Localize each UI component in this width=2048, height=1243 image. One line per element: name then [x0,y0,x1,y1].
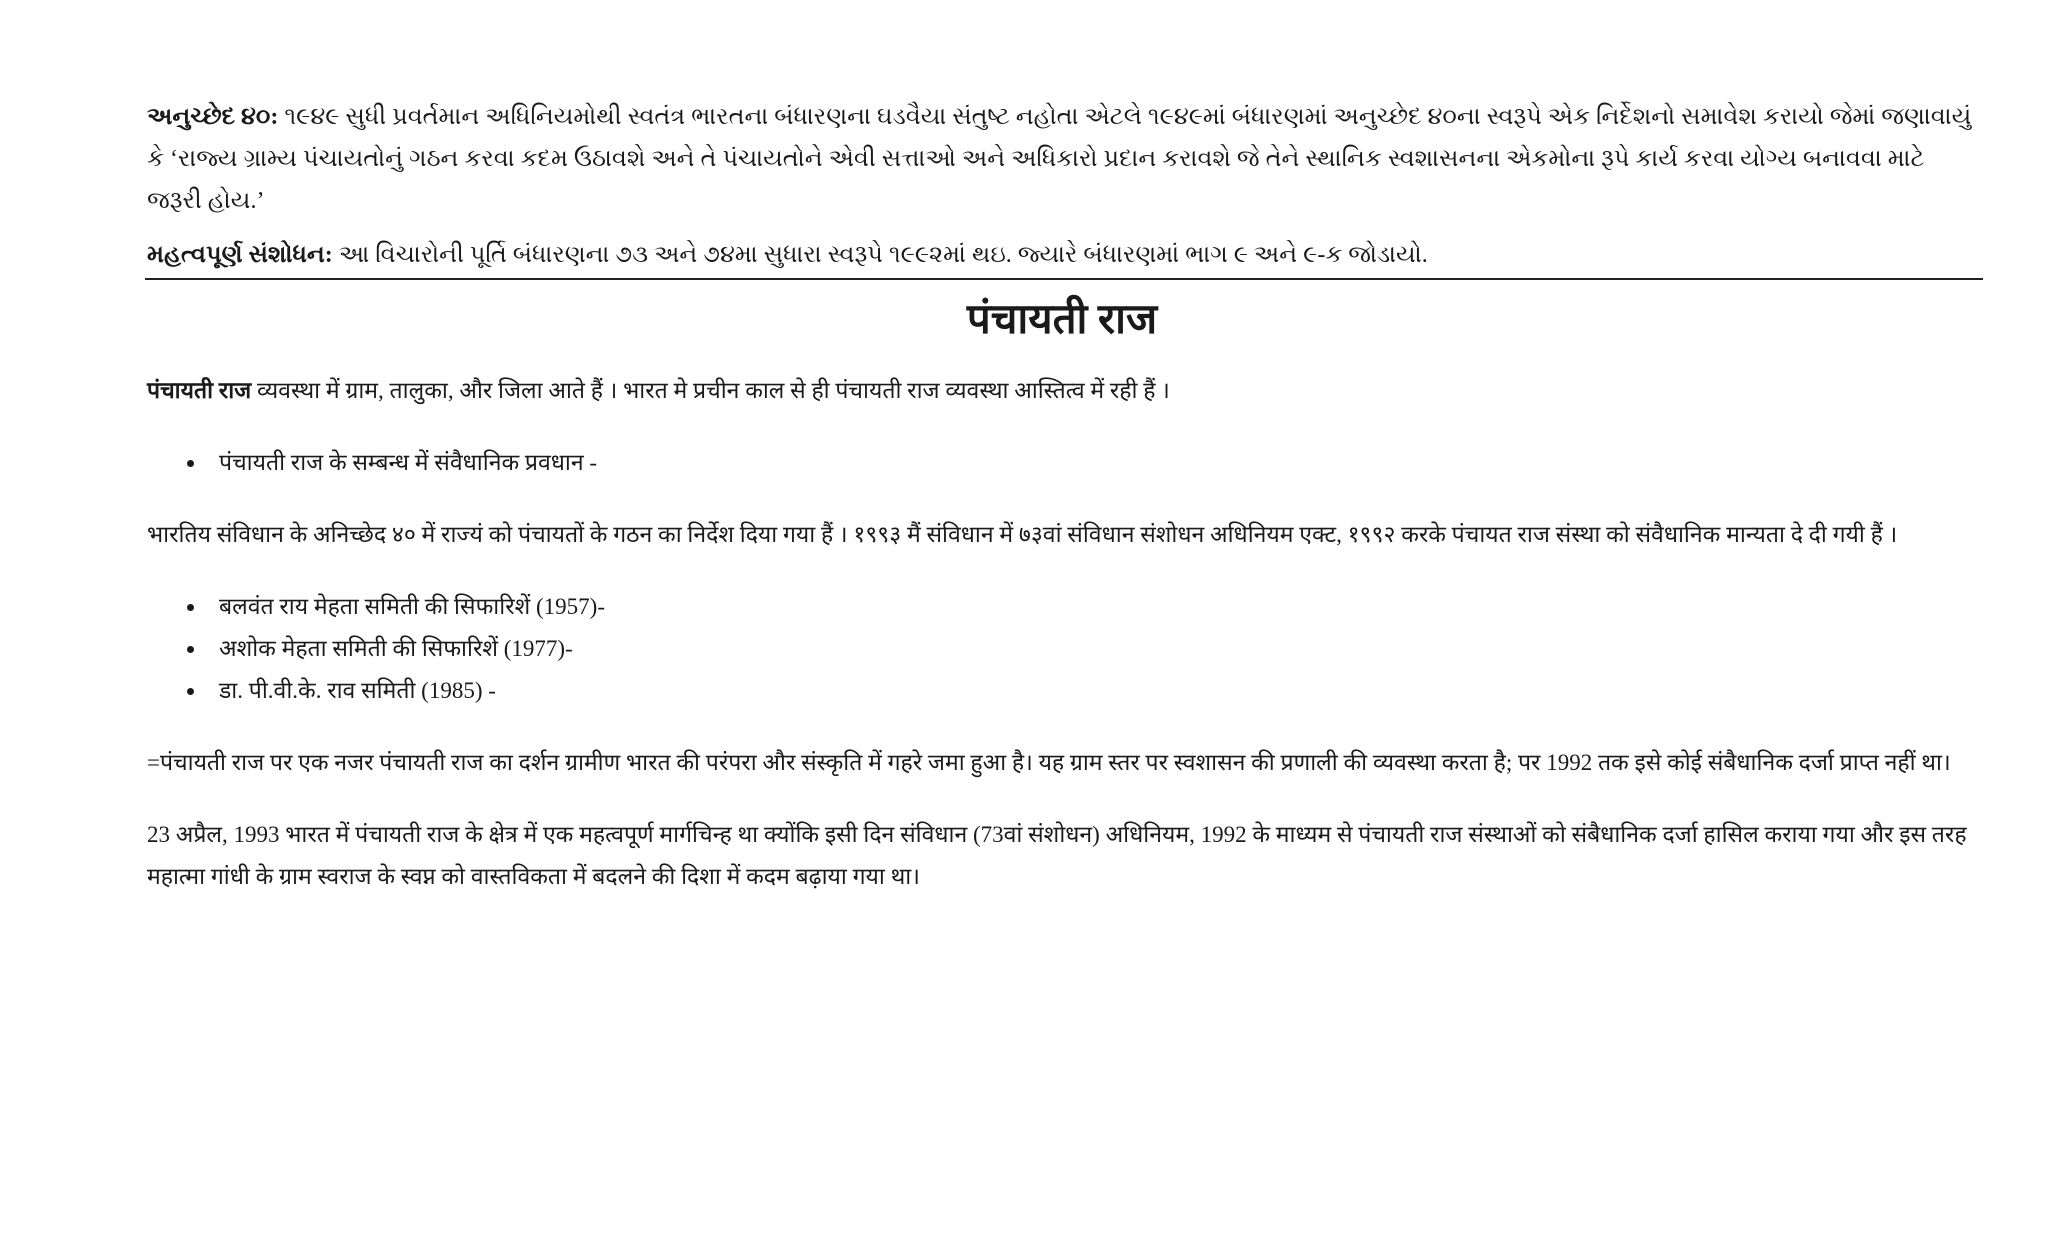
list-item-text: अशोक मेहता समिती की सिफारिशें (1977)- [219,636,573,661]
list-item [147,586,1977,628]
amendment-text: આ વિચારોની પૂર્તિ બંધારણના ૭૩ અને ૭૪મા સુધારા સ્વરૂપે ૧૯૯૨માં થઇ. જ્યારે બંધારણમાં ભાગ ૯ અને ૯-ક જોડાયો. [332,242,1428,268]
article-40-paragraph [147,96,1977,222]
list-item [147,628,1977,670]
date-paragraph: 23 अप्रैल, 1993 भारत में पंचायती राज के क्षेत्र में एक महत्वपूर्ण मार्गचिन्ह था क्योंकि इसी दिन संविधान (73वां संशोधन) अधिनियम, 1992 के माध्यम से पंचायती राज संस्थाओं को संबैधानिक दर्जा हासिल कराया गया और इस तरह महात्मा गांधी के ग्राम स्वराज के स्वप्न को वास्तविकता में बदलने की दिशा में कदम बढ़ाया गया था। [147,822,1967,889]
intro-paragraph [147,370,1977,412]
list-item-text: डा. पी.वी.के. राव समिती (1985) - [219,678,496,703]
bullet-icon [187,460,194,467]
list-item-text: बलवंत राय मेहता समिती की सिफारिशें (1957)- [219,594,605,619]
list-item [147,442,1977,484]
constitution-paragraph: भारतिय संविधान के अनिच्छेद ४० में राज्यं को पंचायतों के गठन का निर्देश दिया गया हैं । १९९३ मैं संविधान में ७३वां संविधान संशोधन अधिनियम एक्ट, १९९२ करके पंचायत राज संस्था को संवैधानिक मान्यता दे दी गयी हैं । [147,522,1898,547]
overview-paragraph: =पंचायती राज पर एक नजर पंचायती राज का दर्शन ग्रामीण भारत की परंपरा और संस्कृति में गहरे जमा हुआ है। यह ग्राम स्तर पर स्वशासन की प्रणाली की व्यवस्था करता है; पर 1992 तक इसे कोई संबैधानिक दर्जा प्राप्त नहीं था। [147,750,1951,775]
bullet-list-provisions [147,442,1977,484]
intro-lead: पंचायती राज [147,378,252,403]
bullet-list-committees [147,586,1977,712]
page-title: पंचायती राज [966,297,1158,343]
article-40-lead: અનુચ્છેદ ૪૦: [147,104,279,130]
bullet-icon [187,646,194,653]
amendment-paragraph [147,234,1977,276]
document-page [147,96,1977,898]
list-item-text: पंचायती राज के सम्बन्ध में संवैधानिक प्रवधान - [219,450,598,475]
bullet-icon [187,688,194,695]
bullet-icon [187,604,194,611]
amendment-lead: મહત્વપૂર્ણ સંશોધન: [147,242,333,268]
list-item [147,670,1977,712]
article-40-text: ૧૯૪૯ સુધી પ્રવર્તમાન અધિનિયમોથી સ્વતંત્ર ભારતના બંધારણના ઘડવૈયા સંતુષ્ટ નહોતા એટલે ૧૯૪૯માં બંધારણમાં અનુચ્છેદ ૪૦ના સ્વરૂપે એક નિર્દેશનો સમાવેશ કરાયો જેમાં જણાવાયું કે ‘રાજ્ય ગ્રામ્ય પંચાયતોનું ગઠન કરવા કદમ ઉઠાવશે અને તે પંચાયતોને એવી સત્તાઓ અને અધિકારો પ્રદાન કરાવશે જે તેને સ્થાનિક સ્વશાસનના એકમોના રૂપે કાર્ય કરવા યોગ્ય બનાવવા માટે જરૂરી હોય.’ [147,104,1972,214]
horizontal-divider [145,278,1983,280]
intro-text: व्यवस्था में ग्राम, तालुका, और जिला आते हैं । भारत मे प्रचीन काल से ही पंचायती राज व्यवस्था आस्तित्व में रही हैं । [251,378,1170,403]
